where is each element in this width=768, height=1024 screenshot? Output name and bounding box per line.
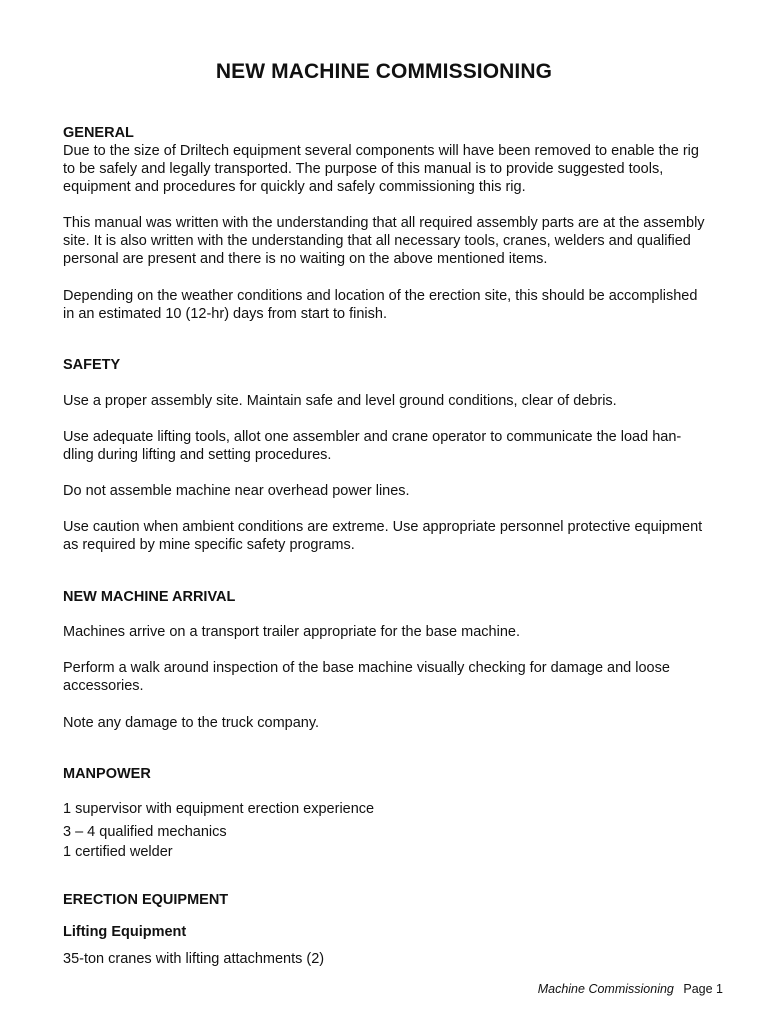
text-line: dling during lifting and setting procedures. [63,447,332,464]
text-line: Depending on the weather conditions and location of the erection site, this should be accomplished [63,288,698,304]
heading-new-machine-arrival: NEW MACHINE ARRIVAL [63,589,236,605]
safety-paragraph-3 [63,482,723,500]
page-title: NEW MACHINE COMMISSIONING [215,60,553,83]
text-line: equipment and procedures for quickly and safely commissioning this rig. [63,179,526,196]
safety-paragraph-4 [63,518,723,554]
text-line: 35-ton cranes with lifting attachments (2) [63,951,325,967]
text-line: in an estimated 10 (12-hr) days from start to finish. [63,306,387,323]
footer-document-name: Machine Commissioning [537,982,674,996]
page-footer [538,982,723,996]
text-line: Machines arrive on a transport trailer appropriate for the base machine. [63,624,520,640]
safety-paragraph-2 [63,428,723,464]
manpower-list-item: 3 – 4 qualified mechanics [63,824,227,840]
arrival-paragraph-1 [63,623,723,641]
text-line: Do not assemble machine near overhead power lines. [63,483,410,499]
general-paragraph-2 [63,214,723,269]
text-line: accessories. [63,678,144,695]
general-paragraph-1 [63,142,723,197]
arrival-paragraph-2 [63,659,723,695]
text-line: This manual was written with the understanding that all required assembly parts are at the assembly [63,215,705,231]
safety-paragraph-1 [63,392,723,410]
text-line: Use a proper assembly site. Maintain safe and level ground conditions, clear of debris. [63,393,617,409]
text-line: Due to the size of Driltech equipment several components will have been removed to enable the rig [63,143,699,159]
text-line: Perform a walk around inspection of the base machine visually checking for damage and loose [63,660,670,676]
heading-manpower: MANPOWER [63,766,151,782]
heading-safety: SAFETY [63,357,121,373]
text-line: to be safely and legally transported. The purpose of this manual is to provide suggested tools, [63,161,664,178]
text-line: as required by mine specific safety programs. [63,537,355,554]
arrival-paragraph-3 [63,714,723,732]
footer-page-number: Page 1 [683,982,723,996]
heading-erection-equipment: ERECTION EQUIPMENT [63,892,229,908]
manpower-list-item: 1 supervisor with equipment erection experience [63,801,375,817]
erection-paragraph-1 [63,950,723,968]
text-line: site. It is also written with the understanding that all necessary tools, cranes, welders and qualified [63,233,691,250]
text-line: Use adequate lifting tools, allot one assembler and crane operator to communicate the load han- [63,429,682,445]
manpower-list-item: 1 certified welder [63,844,173,860]
heading-general: GENERAL [63,125,134,141]
text-line: Use caution when ambient conditions are extreme. Use appropriate personnel protective equipment [63,519,703,535]
text-line: personal are present and there is no waiting on the above mentioned items. [63,251,548,268]
subheading-lifting-equipment: Lifting Equipment [63,924,187,940]
text-line: Note any damage to the truck company. [63,715,320,731]
general-paragraph-3 [63,287,723,323]
